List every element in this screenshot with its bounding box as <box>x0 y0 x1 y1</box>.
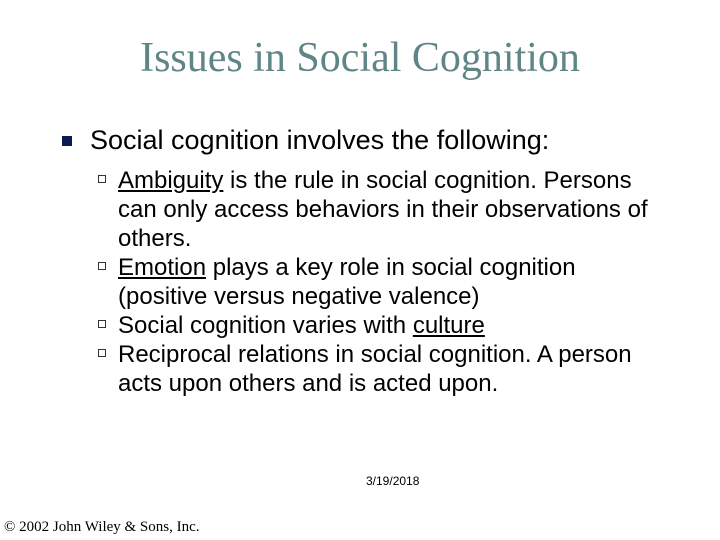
main-bullet-text: Social cognition involves the following: <box>90 125 550 155</box>
hollow-square-bullet-icon <box>98 320 106 328</box>
hollow-square-bullet-icon <box>98 349 106 357</box>
sub-bullet-reciprocal <box>98 340 658 398</box>
sub-bullet-text: Reciprocal relations in social cognition. A person acts upon others and is acted upon. <box>118 341 632 397</box>
sub-bullet-text <box>118 253 658 311</box>
term-emotion: Emotion <box>118 254 207 281</box>
sub-bullet-rest: is the rule in social cognition. Persons can only access behaviors in their observations of others. <box>118 167 648 252</box>
slide-date: 3/19/2018 <box>366 474 420 488</box>
sub-bullet-culture <box>98 311 658 340</box>
sub-bullet-ambiguity <box>98 166 658 253</box>
term-culture: culture <box>412 312 485 339</box>
sub-bullet-text <box>118 166 658 253</box>
sub-bullet-rest: plays a key role in social cognition (positive versus negative valence) <box>118 254 576 310</box>
hollow-square-bullet-icon <box>98 262 106 270</box>
sub-bullet-lead: Social cognition varies with <box>118 312 413 339</box>
copyright-footer: © 2002 John Wiley & Sons, Inc. <box>4 519 200 535</box>
filled-square-bullet-icon <box>62 136 72 146</box>
term-ambiguity: Ambiguity <box>118 167 224 194</box>
hollow-square-bullet-icon <box>98 175 106 183</box>
sub-bullet-emotion <box>98 253 658 311</box>
sub-bullet-text <box>118 311 658 340</box>
slide-title: Issues in Social Cognition <box>140 35 580 81</box>
sub-bullet-list <box>98 166 658 398</box>
